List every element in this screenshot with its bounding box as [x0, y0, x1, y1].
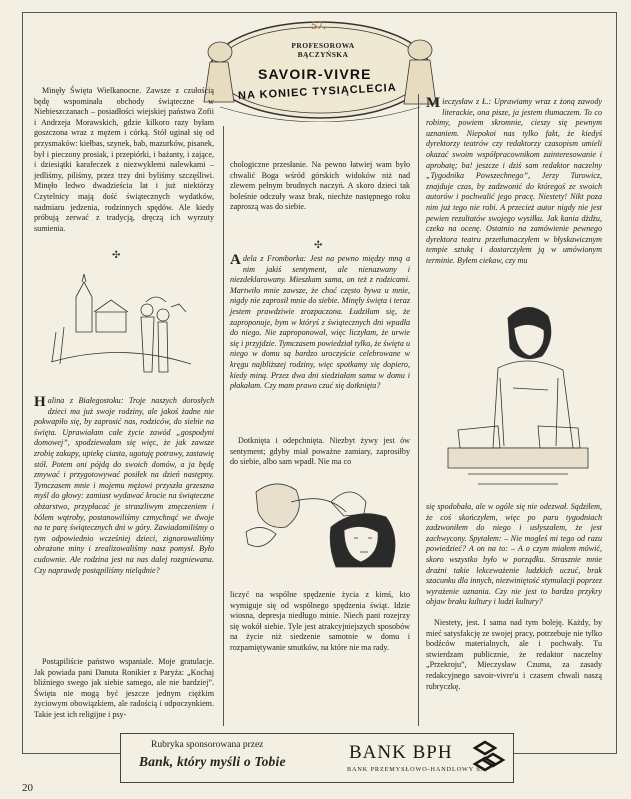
column-rule	[418, 94, 419, 726]
letter-mieczyslaw-continued: się spodobała, ale w ogóle się nie odezwał. Sądziłem, że coś skończyłem, więc po paru tygodniach zadzwoniłem do niego i usłyszałem, że jest zachwycony. Spytałem: – Nie mogłeś mi tego od razu powiedzieć? A on na to: – A o czym miałem mówić, skoro wszystko było w porządku. Strasznie mnie drażni takie lekceważenie ludzkich uczuć, brak szacunku dla innych, niezwiniętość stymulacji poprzez wyrażenie uznania. Czy nie jest to bardzo przykry objaw braku kultury i ludzi kultury?	[426, 502, 602, 607]
reply-adela: Dotknięta i odepchnięta. Niezbyt żywy jest ów sentyment; gdyby miał poważne zamiary, zaprosiłby do siebie, albo sam wpadł. Nie ma co	[230, 436, 410, 467]
drop-cap-h: H	[34, 394, 46, 410]
sponsor-slogan: Bank, który myśli o Tobie	[139, 754, 286, 769]
drop-cap-a: A	[230, 252, 241, 268]
page-number: 20	[22, 782, 33, 794]
column-title: SAVOIR-VIVRE	[258, 66, 372, 82]
column-1-reply	[34, 657, 214, 721]
intro-paragraph: Minęły Święta Wielkanocne. Zawsze z czułością będę wspominała obchody świąteczne w Niebieszczanach – posiadłości wiejskiej państwa Zofii i Andrzeja Morawskich, gdzie kilkoro razy byłam goszczona wraz z mężem i córką. Stół uginał się od przysmaków: kiełbas, szynek, bab, mazurków, pisanek, był i pieczony prosiak, i przepiórki, i bażanty, i zające, i dziesiątki karafeczek z niezwykłemi nalewkami – jedliśmy, piliśmy, przez trzy dni byliśmy szczęśliwi. Minęło ledwo dwadzieścia lat i już niektórzy Czytelnicy mają dość świątecznych wydatków, nadmiaru jedzenia, rodzinnych spędów. Ale kiedy próbują zerwać z tradycją, dręczą ich wyrzuty sumienia.	[34, 86, 214, 233]
reply-mieczyslaw: Niestety, jest. I sama nad tym boleję. Każdy, by mieć satysfakcję ze swojej pracy, potrzebuje nie tylko bodźców materialnych, ale i pochwały. Tu stwierdzam publicznie, że redaktor naczelny „Przekroju”, Mieczysław Czuma, za zasady redakcyjnego savoir-vivre'u i czasem chwali naszą rubryczkę.	[426, 618, 602, 691]
sad-woman-illustration	[236, 472, 426, 572]
column-1-letter	[34, 396, 214, 576]
letter-mieczyslaw: ieczysław z Ł.: Uprawiamy wraz z żoną zawody literackie, ona pisze, ja jestem tłumaczem. To co robimy, powiem skromnie, cieszy się pewnym uznaniem. Niepokoi nas tylko fakt, że kiedyś dyrektorzy teatrów czy redaktorzy czasopism umieli okazać swoim współpracownikom zainteresowanie i aprobatę; ba! jeszcze i dziś sam redaktor naczelny „Tygodnika Powszechnego”, Jerzy Turowicz, znajduje czas, by zadzwonić do któregoś ze swoich autorów i pochwalić jego pracę. Niestety! Nikt poza nim już tego nie robi. A przecież autor nigdy nie jest pewien rezultatów swojego wysiłku. Jak kania dżdżu, czeka na ocenę. Ostatnio na zamówienie pewnego dyrektora teatru przetłumaczyłem w błyskawicznym tempie sztukę i dostarczyłem ją w umówionym terminie. Byłem ciekaw, czy mu	[426, 97, 602, 265]
column-3-continued	[426, 502, 602, 608]
column-1-intro	[34, 86, 214, 234]
reply-adela-continued: liczyć na wspólne spędzenie życia z kimś, kto wymiguje się od wspólnego spędzenia świąt. Idzie wiosna, depresja niedługo minie. Niech pani rozejrzy się wokół siebie. Tyle jest atrakcyjniejszych sposobów na życie niż siedzenie samotnie w domu i rozpamiętywanie smutków, na które nie ma rady.	[230, 590, 410, 652]
reply-halina-continued: chologiczne przesłanie. Na pewno łatwiej wam było chwalić Boga wśród górskich widoków niż nad zlewem pełnym brudnych naczyń. A skoro dzieci tak boleśnie odczuły wasz brak, niechże następnego roku zaproszą was do siebie.	[230, 160, 410, 212]
column-subtitle: NA KONIEC TYSIĄCLECIA	[237, 81, 397, 103]
bank-logo-icon	[471, 738, 507, 776]
letter-adela: dela z Fromborka: Jest na pewno między mną a nim jakiś sentyment, ale nienazwany i niezdeklarowany. Mieszkam sama, on też z rodzicami. Martwiło mnie zawsze, że choć często bywa u mnie, nigdy nie zaprosił mnie do siebie. Minęły święta i teraz jestem prawdziwie zrozpaczona. Łudziłam się, że zaproponuje, bym w któryś z świątecznych dni wpadła do niego. Nie zaproponował, więc liczyłam, że urwie się i przyjdzie. Tymczasem powiedział tylko, że święta u niego w domu są bardzo uroczyście celebrowane w kręgu najbliższej rodziny, więc spotkamy się dopiero, kiedy miną. Przez dwa dni siedziałam sama w domu i płakałam. Czy mam prawo czuć się dotknięta?	[230, 254, 410, 391]
column-author: PROFESOROWA BĄCZYŃSKA	[291, 41, 355, 59]
reply-halina: Postąpiliście państwo wspaniale. Moje gratulacje. Jak powiada pani Danuta Ronikier z Paryża: „Kochaj bliźniego swego jak siebie samego, ale nie bardziej”. Święta nie mogą być jeszcze jednym ciężkim życiowym obowiązkiem, ale radością i odpoczynkiem. Takie jest ich religijne i psy-	[34, 657, 214, 719]
column-2-bottom	[230, 590, 410, 654]
bank-name: BANK BPH	[349, 742, 453, 763]
letter-halina: alina z Białegostoku: Troje naszych dorosłych dzieci ma już swoje rodziny, ale jakoś żadne nie pokwapiło się, by zaprosić nas, rodziców, do siebie na święta. Uprawiałam całe życie zawód „gospodyni domowej”, spodziewałam się więc, że jak zawsze zrobię zakupy, upiekę ciasta, ugotuję potrawy, zastawię stół. Potem oni pójdą do swoich domów, a ja będę zmywać i przygotowywać posiłek na dzień następny. Tymczasem mnie i mojemu mężowi przyszła grzeszna myśl do głowy: zamiast wydawać krocie na świąteczne obżarstwo, przypłacać je straszliwym zmęczeniem i bólem wątroby, postanowiliśmy czmychnąć we dwoje na te parę świątecznych dni w góry. Zawiadomiliśmy o tym odpowiednio wcześniej dzieci, zignorowaliśmy obrażone miny i zrealizowaliśmy nasz pomysł. Było cudownie. Ale rodzina jest na nas dalej rozgniewana. Czy naprawdę postąpiliśmy nielądnie?	[34, 396, 214, 575]
column-2-letter	[230, 254, 410, 392]
ornament-divider: ✣	[314, 240, 323, 251]
ornament-divider: ✣	[112, 250, 121, 261]
column-2-top	[230, 160, 410, 213]
man-with-books-illustration	[438, 298, 598, 498]
sponsor-label: Rubryka sponsorowana przez	[151, 740, 264, 750]
column-3-letter	[426, 97, 602, 267]
column-3-reply	[426, 618, 602, 692]
winter-village-illustration	[46, 272, 196, 384]
column-2-reply	[230, 436, 410, 468]
sponsor-box	[120, 733, 514, 783]
drop-cap-m: M	[426, 95, 441, 111]
bank-subtitle: BANK PRZEMYSŁOWO-HANDLOWY SA	[347, 766, 487, 773]
column-rule	[223, 126, 224, 726]
column-number: 57.	[311, 18, 326, 32]
